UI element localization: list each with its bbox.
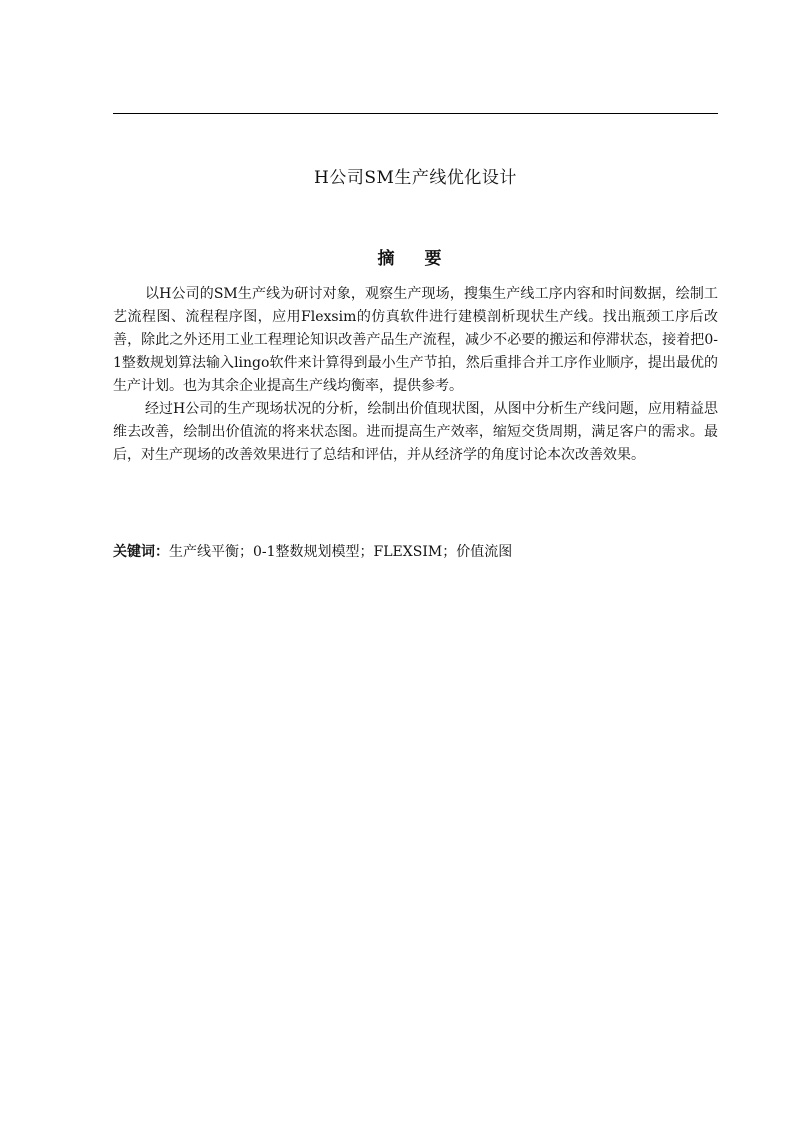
keywords-text: 生产线平衡；0-1整数规划模型；FLEXSIM；价值流图: [169, 544, 513, 560]
keywords-line: [113, 541, 718, 564]
header-rule: [113, 113, 718, 114]
abstract-heading: 摘 要: [377, 249, 454, 269]
abstract-body: [113, 283, 718, 467]
keywords-label: 关键词：: [113, 544, 169, 560]
abstract-paragraph-2: 经过H公司的生产现场状况的分析，绘制出价值现状图，从图中分析生产线问题，应用精益思维去改善，绘制出价值流的将来状态图。进而提高生产效率，缩短交货周期，满足客户的需求。最后，对生产现场的改善效果进行了总结和评估，并从经济学的角度讨论本次改善效果。: [113, 401, 718, 463]
abstract-paragraph-1: 以H公司的SM生产线为研讨对象，观察生产现场，搜集生产线工序内容和时间数据，绘制工艺流程图、流程程序图，应用Flexsim的仿真软件进行建模剖析现状生产线。找出瓶颈工序后改善，除此之外还用工业工程理论知识改善产品生产流程，减少不必要的搬运和停滞状态，接着把0-1整数规划算法输入lingo软件来计算得到最小生产节拍，然后重排合并工序作业顺序，提出最优的生产计划。也为其余企业提高生产线均衡率，提供参考。: [113, 286, 718, 394]
document-title: H公司SM生产线优化设计: [314, 168, 517, 188]
